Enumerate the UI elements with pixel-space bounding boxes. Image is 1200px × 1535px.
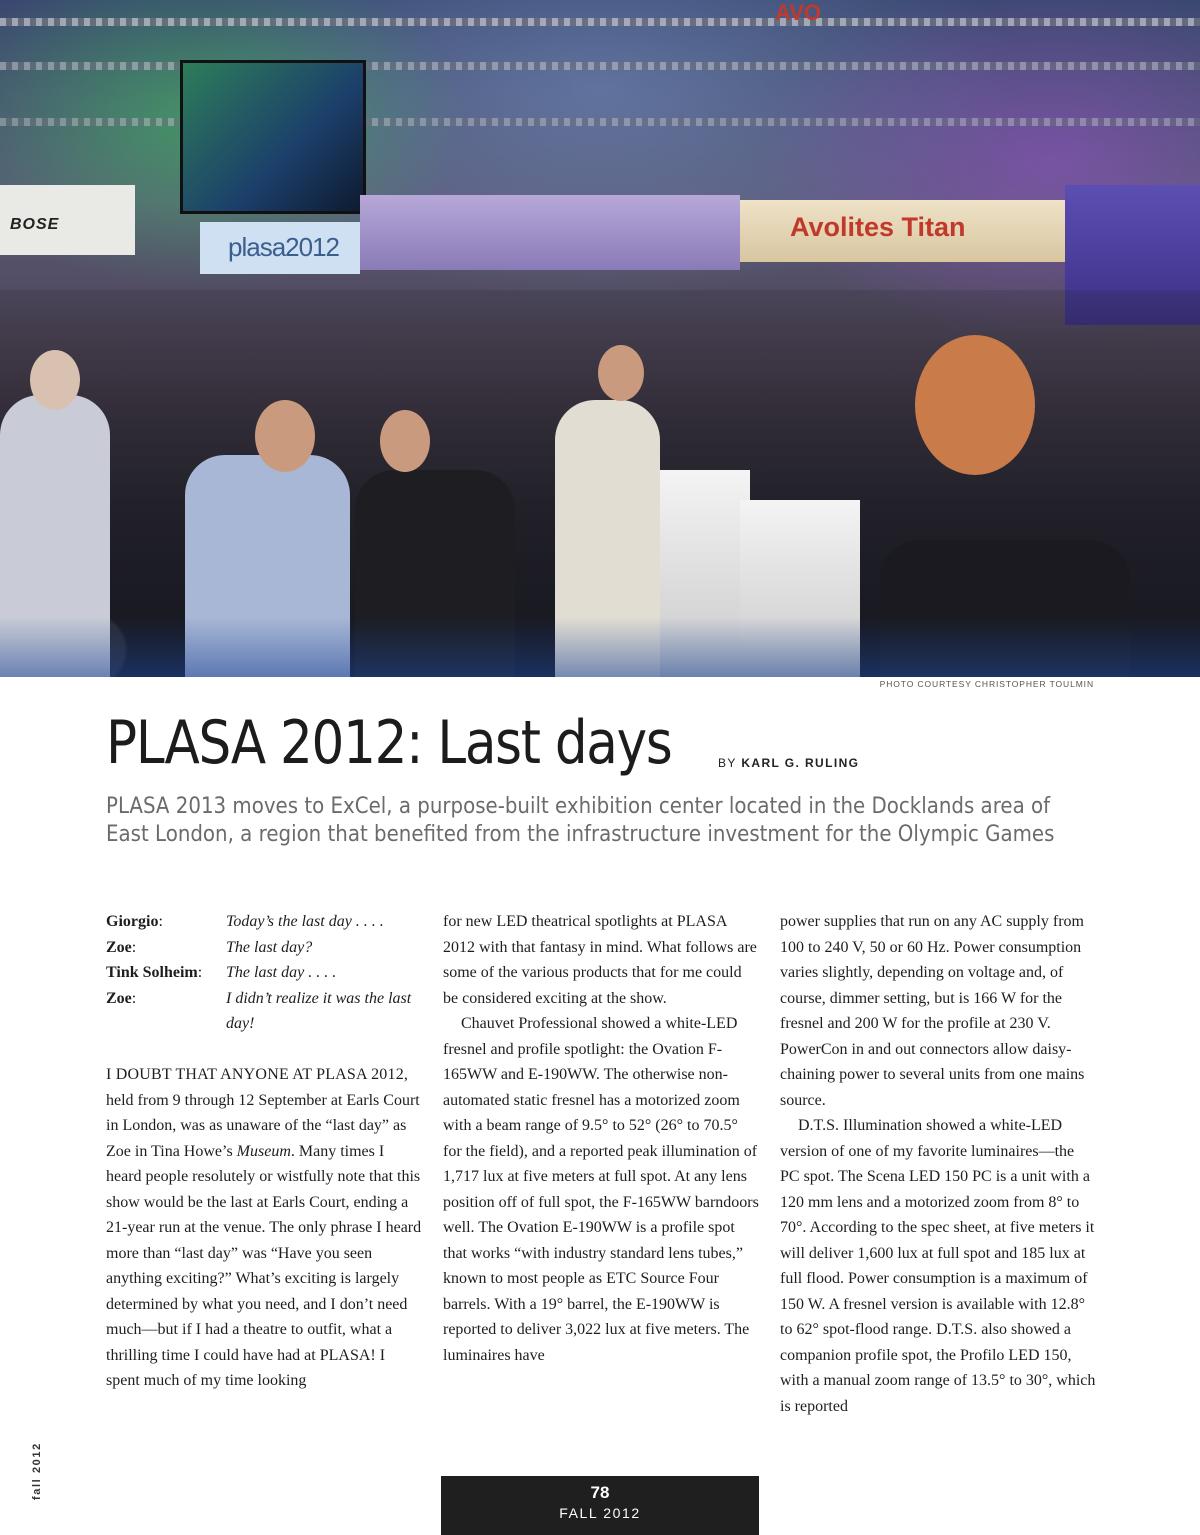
- dialogue-text: The last day?: [226, 938, 313, 956]
- dialogue-text: Today’s the last day . . . .: [226, 913, 384, 930]
- floor: [0, 617, 1200, 677]
- hero-photo: [0, 0, 1200, 677]
- column-1: [106, 909, 422, 1394]
- side-issue-label: fall 2012: [31, 1442, 43, 1500]
- body-paragraph: D.T.S. Illumination showed a white-LED version of one of my favorite luminaires—the PC spot. The Scena LED 150 PC is a unit with a 120 mm lens and a motorized zoom from 8° to 70°. According to the spec sheet, at five meters it will deliver 1,600 lux at full spot and 185 lux at full flood. Power consumption is a maximum of 150 W. A fresnel version is available with 12.8° to 62° spot-flood range. D.T.S. also showed a companion profile spot, the Profilo LED 150, with a manual zoom range of 13.5° to 30°, which is reported: [780, 1117, 1096, 1415]
- avolites-sign: Avolites Titan: [790, 212, 966, 242]
- visitor-head: [598, 345, 644, 401]
- issue-label: FALL 2012: [559, 1505, 641, 1521]
- page-number: 78: [590, 1483, 610, 1502]
- body-paragraph: [106, 1062, 422, 1394]
- dialogue-speaker: Zoe: [106, 989, 132, 1007]
- page-folio: [441, 1476, 759, 1535]
- epigraph-dialogue: [106, 909, 422, 1037]
- booth-center: [360, 195, 740, 270]
- bose-sign: BOSE: [10, 216, 60, 233]
- body-paragraph: Chauvet Professional showed a white-LED fresnel and profile spotlight: the Ovation F-165WW and E-190WW. The otherwise non-automated static fresnel has a motorized zoom with a beam range of 9.5° to 52° (26° to 70.5° for the field), and a reported peak illumination of 1,717 lux at five meters at full spot. At any lens position off of full spot, the F-165WW barndoors well. The Ovation E-190WW is a profile spot that works “with industry standard lens tubes,” known to most people as ETC Source Four barrels. With a 19° barrel, the E-190WW is reported to deliver 3,022 lux at five meters. The luminaires have: [443, 1015, 759, 1364]
- dialogue-speaker: Zoe: [106, 938, 132, 956]
- dialogue-speaker: Giorgio: [106, 913, 159, 930]
- dialogue-speaker: Tink Solheim: [106, 964, 198, 981]
- lighting-truss: [0, 18, 1200, 26]
- dialogue-text: I didn’t realize it was the last day!: [226, 989, 412, 1032]
- body-paragraph: power supplies that run on any AC supply from 100 to 240 V, 50 or 60 Hz. Power consumption varies slightly, depending on voltage and, of course, dimmer setting, but is 166 W for the fresnel and 200 W for the profile at 230 V. PowerCon in and out connectors allow daisy-chaining power to several units from one mains source.: [780, 913, 1085, 1109]
- dialogue-line: Giorgio: Today’s the last day . . . .: [106, 909, 422, 935]
- article-deck: PLASA 2013 moves to ExCel, a purpose-built exhibition center located in the Docklands area of East London, a region that benefited from the infrastructure investment for the Olympic Games: [106, 794, 1055, 847]
- video-screen: [180, 60, 366, 214]
- avolites-top-sign: AVO: [775, 0, 822, 25]
- byline-prefix: BY: [718, 756, 737, 770]
- lead-in: I DOUBT THAT ANYONE AT PLASA 2012,: [106, 1066, 409, 1083]
- body-text: . Many times I heard people resolutely or wistfully note that this show would be the last at Earls Court, ending a 21-year run at the venue. The only phrase I heard more than “last day” was “Have you seen anything exciting?” What’s exciting is largely determined by what you need, and I don’t need much—but if I had a theatre to outfit, what a thrilling time I could have had at PLASA! I spent much of my time looking: [106, 1142, 422, 1389]
- plasa-sign: plasa2012: [228, 232, 339, 262]
- visitor-head: [255, 400, 315, 472]
- dialogue-line: Zoe: The last day?: [106, 935, 422, 961]
- author-name: KARL G. RULING: [741, 756, 860, 770]
- visitor-head: [915, 335, 1035, 475]
- article-title: PLASA 2012: Last days: [106, 708, 672, 778]
- body-text-italic: Museum: [236, 1142, 291, 1160]
- body-text: held from 9 through 12 September at Earls Court in London, was as unaware of the “last day” as Zoe in Tina Howe’s: [106, 1091, 420, 1160]
- visitor-head: [380, 410, 430, 472]
- dialogue-line: Tink Solheim: The last day . . . .: [106, 960, 422, 986]
- body-paragraph: for new LED theatrical spotlights at PLASA 2012 with that fantasy in mind. What follows are some of the various products that for me could be considered exciting at the show.: [443, 913, 757, 1007]
- dialogue-line: Zoe: I didn’t realize it was the last day!: [106, 986, 422, 1037]
- byline: [718, 756, 859, 770]
- column-3: [780, 909, 1096, 1419]
- visitor-head: [30, 350, 80, 410]
- dialogue-text: The last day . . . .: [226, 964, 337, 981]
- column-2: [443, 909, 759, 1368]
- photo-credit: PHOTO COURTESY CHRISTOPHER TOULMIN: [879, 679, 1094, 689]
